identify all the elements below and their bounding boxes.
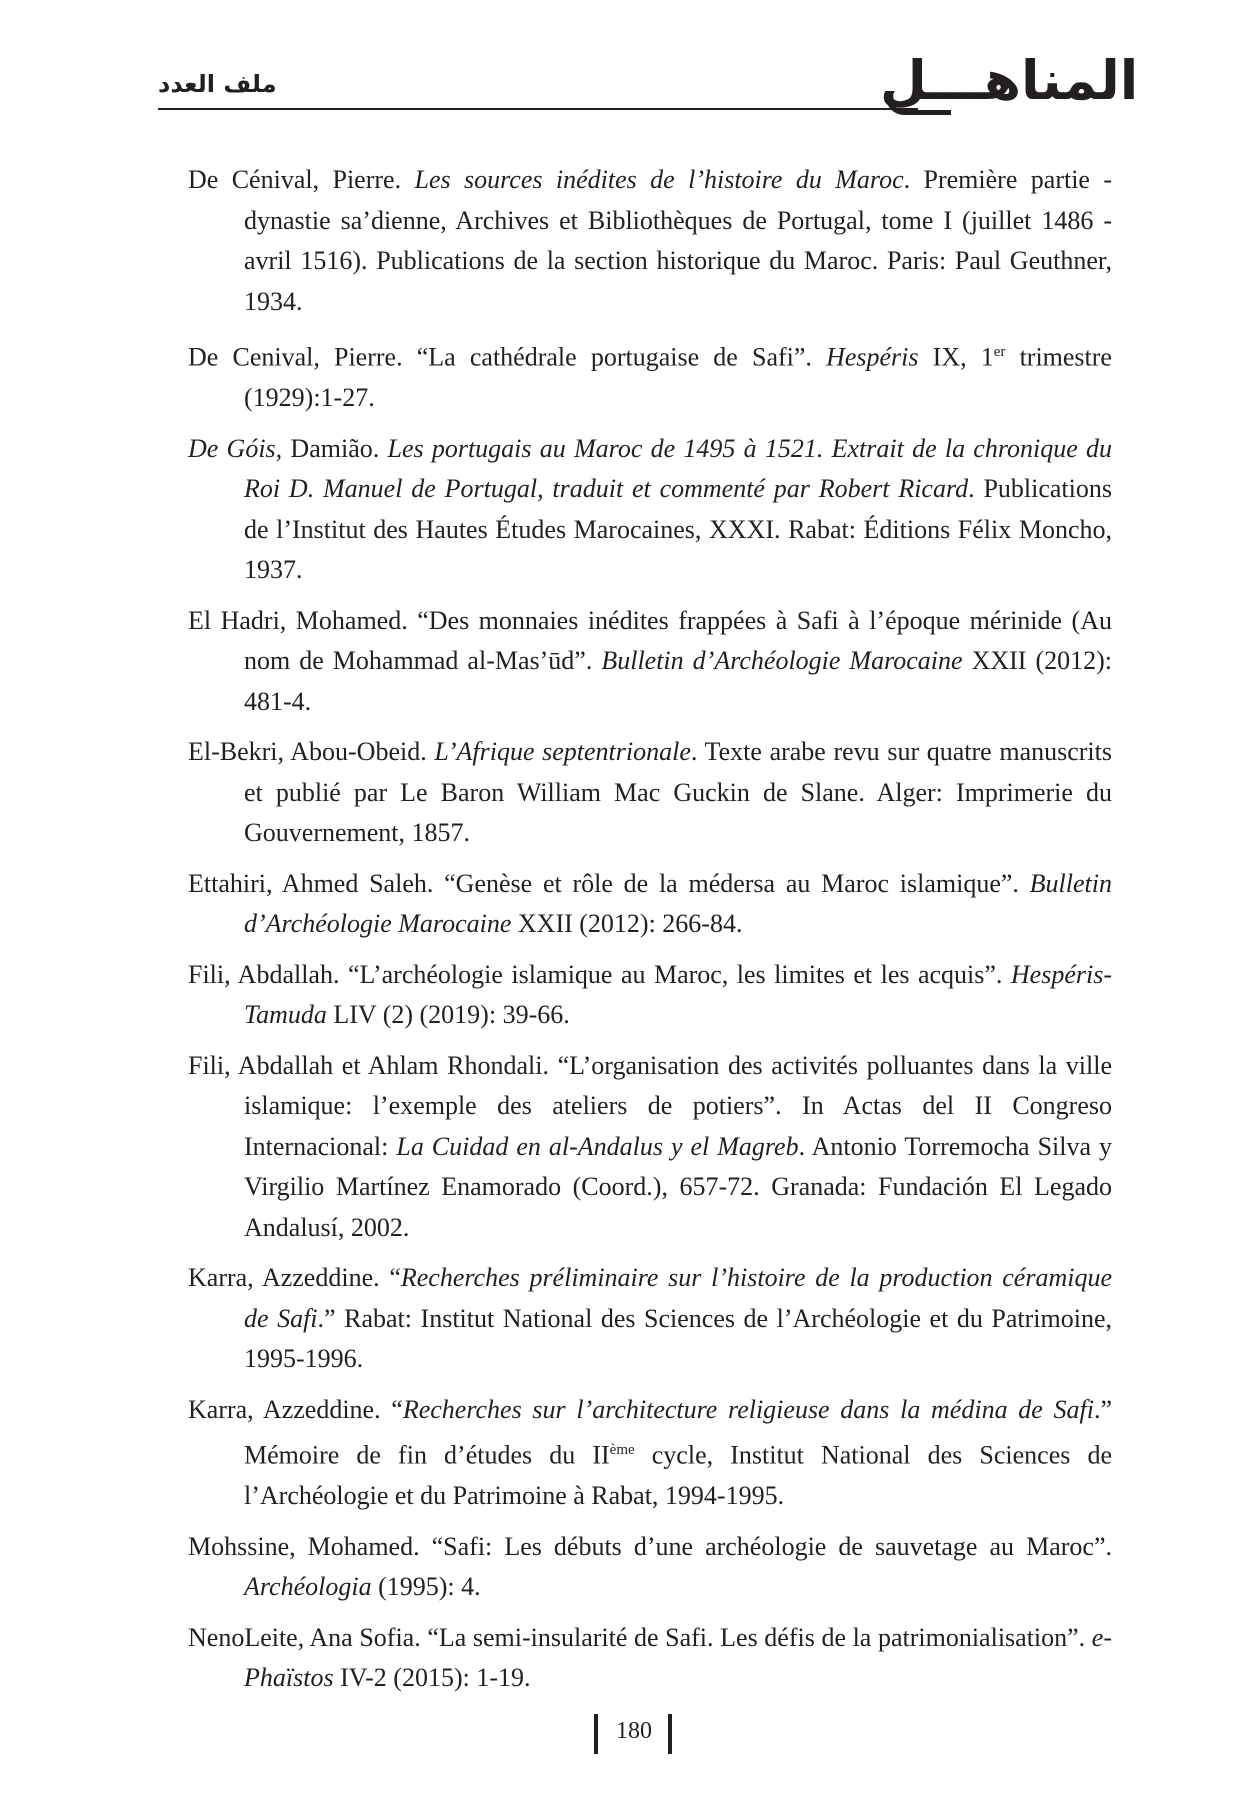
reference-entry bbox=[188, 160, 1112, 322]
italic-title: L’Afrique septentrionale bbox=[434, 737, 691, 767]
reference-text: Karra, Azzeddine. “ bbox=[188, 1263, 401, 1293]
reference-text: Ettahiri, Ahmed Saleh. “Genèse et rôle de la médersa au Maroc islamique”. bbox=[188, 868, 1030, 898]
italic-title: Archéologia bbox=[244, 1572, 372, 1602]
reference-text: cycle, Institut National des Sciences de l’Archéologie et du Patrimoine à Rabat, 1994-1995. bbox=[244, 1440, 1113, 1511]
reference-entry bbox=[188, 601, 1112, 723]
reference-entry bbox=[188, 332, 1112, 419]
reference-text: De Cénival, Pierre. bbox=[188, 165, 415, 194]
reference-entry bbox=[188, 429, 1112, 591]
reference-text: . Antonio Torremocha Silva y Virgilio Martínez Enamorado (Coord.), 657-72. Granada: Fundación El Legado Andalusí, 2002. bbox=[244, 1131, 1112, 1242]
reference-text: XXII (2012): 481-4. bbox=[244, 646, 1112, 716]
italic-title: Bulletin d’Archéologie Marocaine bbox=[244, 868, 1112, 939]
italic-title: Recherches préliminaire sur l’histoire de la production céramique de Safi bbox=[244, 1263, 1112, 1333]
reference-entry bbox=[188, 1258, 1112, 1380]
italic-title: Les sources inédites de l’histoire du Maroc bbox=[414, 165, 904, 194]
italic-title: Recherches sur l’architecture religieuse dans la médina de Safi bbox=[402, 1394, 1094, 1424]
reference-text: El-Bekri, Abou-Obeid. bbox=[188, 737, 435, 767]
page-number-bar-left bbox=[594, 1714, 598, 1754]
reference-text: IV-2 (2015): 1-19. bbox=[333, 1663, 531, 1693]
reference-entry bbox=[188, 864, 1112, 945]
reference-entry bbox=[188, 1618, 1112, 1699]
italic-title: Hespéris-Tamuda bbox=[244, 959, 1112, 1030]
reference-text: NenoLeite, Ana Sofia. “La semi-insularité de Safi. Les défis de la patrimonialisation”. bbox=[188, 1622, 1092, 1652]
page-header bbox=[0, 0, 1260, 140]
reference-text: Fili, Abdallah. “L’archéologie islamique au Maroc, les limites et les acquis”. bbox=[188, 959, 1011, 989]
italic-title: e-Phaïstos bbox=[244, 1622, 1112, 1693]
reference-text: Fili, Abdallah et Ahlam Rhondali. “L’organisation des activités polluantes dans la ville islamique: l’exemple des ateliers de potiers”. In Actas del II Congreso Internacional: bbox=[188, 1050, 1112, 1161]
journal-logo: المناهـــل bbox=[880, 49, 1139, 112]
header-rule bbox=[158, 108, 918, 110]
reference-text: trimestre (1929):1-27. bbox=[244, 342, 1112, 413]
reference-text: Damião. bbox=[282, 433, 388, 463]
reference-text: . Publications de l’Institut des Hautes Études Marocaines, XXXI. Rabat: Éditions Félix Moncho, 1937. bbox=[244, 474, 1112, 585]
italic-title: La Cuidad en al-Andalus y el Magreb bbox=[396, 1131, 799, 1161]
superscript-text: er bbox=[993, 344, 1006, 360]
reference-entry bbox=[188, 1527, 1112, 1608]
italic-title: De Góis, bbox=[188, 433, 283, 463]
page-number-bar-right bbox=[668, 1714, 672, 1754]
reference-text: El Hadri, Mohamed. “Des monnaies inédites frappées à Safi à l’époque mérinide (Au nom de Mohammad al-Mas’ūd”. bbox=[188, 605, 1112, 676]
bibliography-list bbox=[188, 160, 1112, 1709]
reference-text: .” Rabat: Institut National des Sciences de l’Archéologie et du Patrimoine, 1995-1996. bbox=[244, 1303, 1112, 1374]
italic-title: Bulletin d’Archéologie Marocaine bbox=[601, 646, 963, 676]
reference-text: De Cenival, Pierre. “La cathédrale portugaise de Safi”. bbox=[188, 342, 827, 372]
reference-entry bbox=[188, 1046, 1112, 1249]
italic-title: Les portugais au Maroc de 1495 à 1521. Extrait de la chronique du Roi D. Manuel de Portugal, traduit et commenté par Robert Ricard bbox=[244, 433, 1113, 504]
page-footer bbox=[0, 1714, 1260, 1758]
superscript-text: ème bbox=[609, 1442, 635, 1459]
reference-text: (1995): 4. bbox=[371, 1572, 481, 1602]
reference-text: . Première partie - dynastie sa’dienne, Archives et Bibliothèques de Portugal, tome I (juillet 1486 - avril 1516). Publications de la section historique du Maroc. Paris: Paul Geuthner, 1934. bbox=[244, 165, 1113, 316]
reference-entry bbox=[188, 955, 1112, 1036]
reference-text: IX, 1 bbox=[918, 342, 994, 372]
reference-text: XXII (2012): 266-84. bbox=[511, 909, 743, 939]
italic-title: Hespéris bbox=[826, 342, 919, 372]
reference-text: Mohssine, Mohamed. “Safi: Les débuts d’une archéologie de sauvetage au Maroc”. bbox=[188, 1531, 1112, 1561]
reference-entry bbox=[188, 732, 1112, 854]
section-title: ملف العدد bbox=[158, 70, 277, 98]
logo-flourish bbox=[886, 92, 951, 115]
reference-text: Karra, Azzeddine. “ bbox=[188, 1394, 403, 1424]
reference-text: . Texte arabe revu sur quatre manuscrits et publié par Le Baron William Mac Guckin de Slane. Alger: Imprimerie du Gouvernement, 1857. bbox=[244, 737, 1112, 848]
page-number: 180 bbox=[616, 1718, 652, 1744]
reference-entry bbox=[188, 1390, 1112, 1517]
reference-text: .” Mémoire de fin d’études du II bbox=[244, 1394, 1112, 1470]
reference-text: LIV (2) (2019): 39-66. bbox=[326, 1000, 570, 1030]
